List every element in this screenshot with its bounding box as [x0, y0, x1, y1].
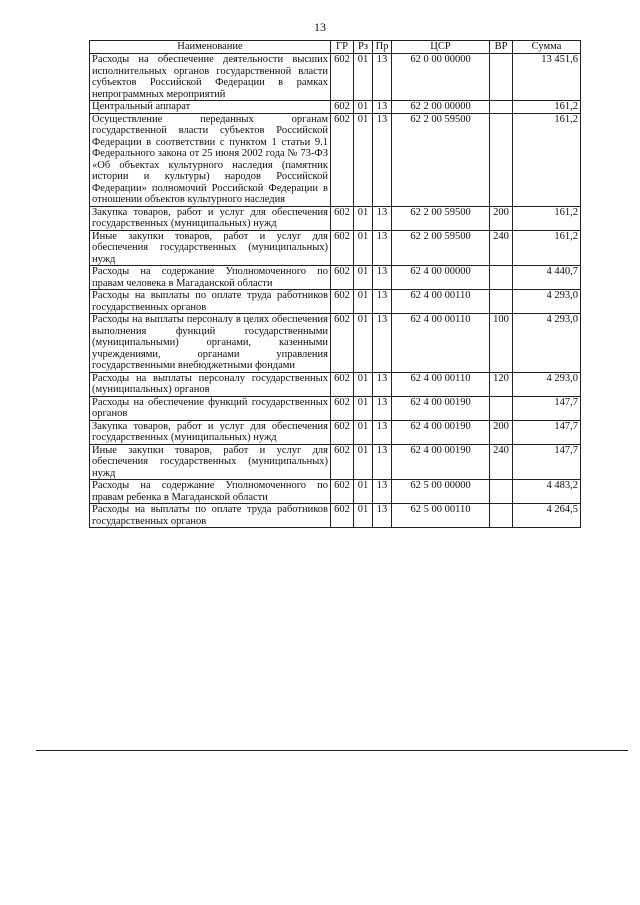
cell-gr: 602 — [331, 206, 354, 230]
cell-name: Расходы на выплаты персоналу в целях обеспечения выполнения функций государственными (муниципальными) органами, казенными учреждениями, органами управления государственными внебюджетными фондами — [90, 314, 331, 373]
cell-rz: 01 — [354, 290, 373, 314]
cell-rz: 01 — [354, 266, 373, 290]
cell-rz: 01 — [354, 206, 373, 230]
cell-pr: 13 — [373, 420, 392, 444]
cell-rz: 01 — [354, 372, 373, 396]
cell-rz: 01 — [354, 113, 373, 206]
cell-pr: 13 — [373, 266, 392, 290]
cell-name: Расходы на содержание Уполномоченного по правам человека в Магаданской области — [90, 266, 331, 290]
cell-csr: 62 4 00 00000 — [392, 266, 490, 290]
cell-vr — [490, 504, 513, 528]
cell-pr: 13 — [373, 290, 392, 314]
cell-sum: 147,7 — [513, 420, 581, 444]
cell-vr — [490, 480, 513, 504]
column-header-csr: ЦСР — [392, 41, 490, 54]
cell-vr — [490, 266, 513, 290]
cell-gr: 602 — [331, 480, 354, 504]
cell-rz: 01 — [354, 230, 373, 266]
cell-gr: 602 — [331, 504, 354, 528]
cell-rz: 01 — [354, 54, 373, 101]
cell-sum: 4 293,0 — [513, 290, 581, 314]
table-row — [90, 54, 581, 101]
table-row — [90, 206, 581, 230]
table-row — [90, 290, 581, 314]
cell-gr: 602 — [331, 101, 354, 114]
cell-pr: 13 — [373, 113, 392, 206]
cell-name: Расходы на содержание Уполномоченного по правам ребенка в Магаданской области — [90, 480, 331, 504]
cell-gr: 602 — [331, 420, 354, 444]
cell-vr — [490, 290, 513, 314]
cell-vr: 240 — [490, 230, 513, 266]
table-row — [90, 504, 581, 528]
column-header-pr: Пр — [373, 41, 392, 54]
cell-csr: 62 4 00 00190 — [392, 444, 490, 480]
table-row — [90, 480, 581, 504]
cell-rz: 01 — [354, 396, 373, 420]
cell-csr: 62 2 00 59500 — [392, 113, 490, 206]
header-row — [90, 41, 581, 54]
cell-vr — [490, 101, 513, 114]
table-body — [90, 54, 581, 528]
cell-name: Иные закупки товаров, работ и услуг для обеспечения государственных (муниципальных) нужд — [90, 230, 331, 266]
cell-sum: 13 451,6 — [513, 54, 581, 101]
cell-vr: 240 — [490, 444, 513, 480]
cell-sum: 4 293,0 — [513, 372, 581, 396]
cell-gr: 602 — [331, 113, 354, 206]
cell-csr: 62 4 00 00190 — [392, 396, 490, 420]
cell-vr: 120 — [490, 372, 513, 396]
cell-sum: 161,2 — [513, 230, 581, 266]
cell-rz: 01 — [354, 480, 373, 504]
cell-name: Расходы на обеспечение функций государственных органов — [90, 396, 331, 420]
cell-name: Осуществление переданных органам государственной власти субъектов Российской Федерации в соответствии с пунктом 1 статьи 9.1 Федерального закона от 25 июня 2002 года № 73-ФЗ «Об объектах культурного наследия (памятник истории и культуры) народов Российской Федерации» полномочий Российской Федерации в отношении объектов культурного наследия — [90, 113, 331, 206]
cell-name: Иные закупки товаров, работ и услуг для обеспечения государственных (муниципальных) нужд — [90, 444, 331, 480]
cell-gr: 602 — [331, 396, 354, 420]
column-header-rz: Рз — [354, 41, 373, 54]
cell-name: Закупка товаров, работ и услуг для обеспечения государственных (муниципальных) нужд — [90, 420, 331, 444]
table-row — [90, 396, 581, 420]
cell-name: Расходы на выплаты по оплате труда работников государственных органов — [90, 290, 331, 314]
cell-vr — [490, 113, 513, 206]
cell-pr: 13 — [373, 206, 392, 230]
cell-name: Расходы на выплаты персоналу государственных (муниципальных) органов — [90, 372, 331, 396]
cell-name: Расходы на выплаты по оплате труда работников государственных органов — [90, 504, 331, 528]
cell-name: Закупка товаров, работ и услуг для обеспечения государственных (муниципальных) нужд — [90, 206, 331, 230]
cell-rz: 01 — [354, 444, 373, 480]
table-row — [90, 444, 581, 480]
cell-sum: 147,7 — [513, 444, 581, 480]
table-row — [90, 314, 581, 373]
cell-sum: 147,7 — [513, 396, 581, 420]
cell-csr: 62 5 00 00110 — [392, 504, 490, 528]
cell-pr: 13 — [373, 396, 392, 420]
cell-vr — [490, 54, 513, 101]
cell-sum: 4 440,7 — [513, 266, 581, 290]
cell-csr: 62 5 00 00000 — [392, 480, 490, 504]
cell-name: Расходы на обеспечение деятельности высших исполнительных органов государственной власти субъектов Российской Федерации в рамках непрограммных мероприятий — [90, 54, 331, 101]
cell-pr: 13 — [373, 504, 392, 528]
cell-pr: 13 — [373, 230, 392, 266]
table-row — [90, 266, 581, 290]
cell-vr: 200 — [490, 206, 513, 230]
cell-pr: 13 — [373, 101, 392, 114]
cell-name: Центральный аппарат — [90, 101, 331, 114]
cell-gr: 602 — [331, 230, 354, 266]
table-row — [90, 230, 581, 266]
cell-vr: 200 — [490, 420, 513, 444]
cell-pr: 13 — [373, 372, 392, 396]
cell-vr: 100 — [490, 314, 513, 373]
table-row — [90, 372, 581, 396]
column-header-sum: Сумма — [513, 41, 581, 54]
cell-gr: 602 — [331, 290, 354, 314]
budget-table — [89, 40, 581, 528]
cell-vr — [490, 396, 513, 420]
column-header-vr: ВР — [490, 41, 513, 54]
cell-sum: 4 293,0 — [513, 314, 581, 373]
cell-csr: 62 2 00 59500 — [392, 230, 490, 266]
table-row — [90, 420, 581, 444]
cell-csr: 62 4 00 00190 — [392, 420, 490, 444]
cell-sum: 161,2 — [513, 206, 581, 230]
cell-rz: 01 — [354, 101, 373, 114]
cell-gr: 602 — [331, 314, 354, 373]
cell-gr: 602 — [331, 444, 354, 480]
cell-pr: 13 — [373, 54, 392, 101]
column-header-name: Наименование — [90, 41, 331, 54]
cell-rz: 01 — [354, 314, 373, 373]
cell-csr: 62 4 00 00110 — [392, 372, 490, 396]
cell-sum: 4 483,2 — [513, 480, 581, 504]
cell-gr: 602 — [331, 54, 354, 101]
cell-sum: 161,2 — [513, 101, 581, 114]
table-row — [90, 101, 581, 114]
cell-rz: 01 — [354, 504, 373, 528]
footer-divider — [36, 750, 628, 751]
page-number: 13 — [314, 20, 326, 34]
cell-csr: 62 4 00 00110 — [392, 290, 490, 314]
cell-pr: 13 — [373, 480, 392, 504]
cell-csr: 62 2 00 00000 — [392, 101, 490, 114]
cell-rz: 01 — [354, 420, 373, 444]
cell-csr: 62 2 00 59500 — [392, 206, 490, 230]
cell-sum: 4 264,5 — [513, 504, 581, 528]
column-header-gr: ГР — [331, 41, 354, 54]
table-header — [90, 41, 581, 54]
cell-gr: 602 — [331, 266, 354, 290]
cell-csr: 62 4 00 00110 — [392, 314, 490, 373]
cell-sum: 161,2 — [513, 113, 581, 206]
cell-csr: 62 0 00 00000 — [392, 54, 490, 101]
cell-pr: 13 — [373, 444, 392, 480]
table-row — [90, 113, 581, 206]
cell-pr: 13 — [373, 314, 392, 373]
cell-gr: 602 — [331, 372, 354, 396]
